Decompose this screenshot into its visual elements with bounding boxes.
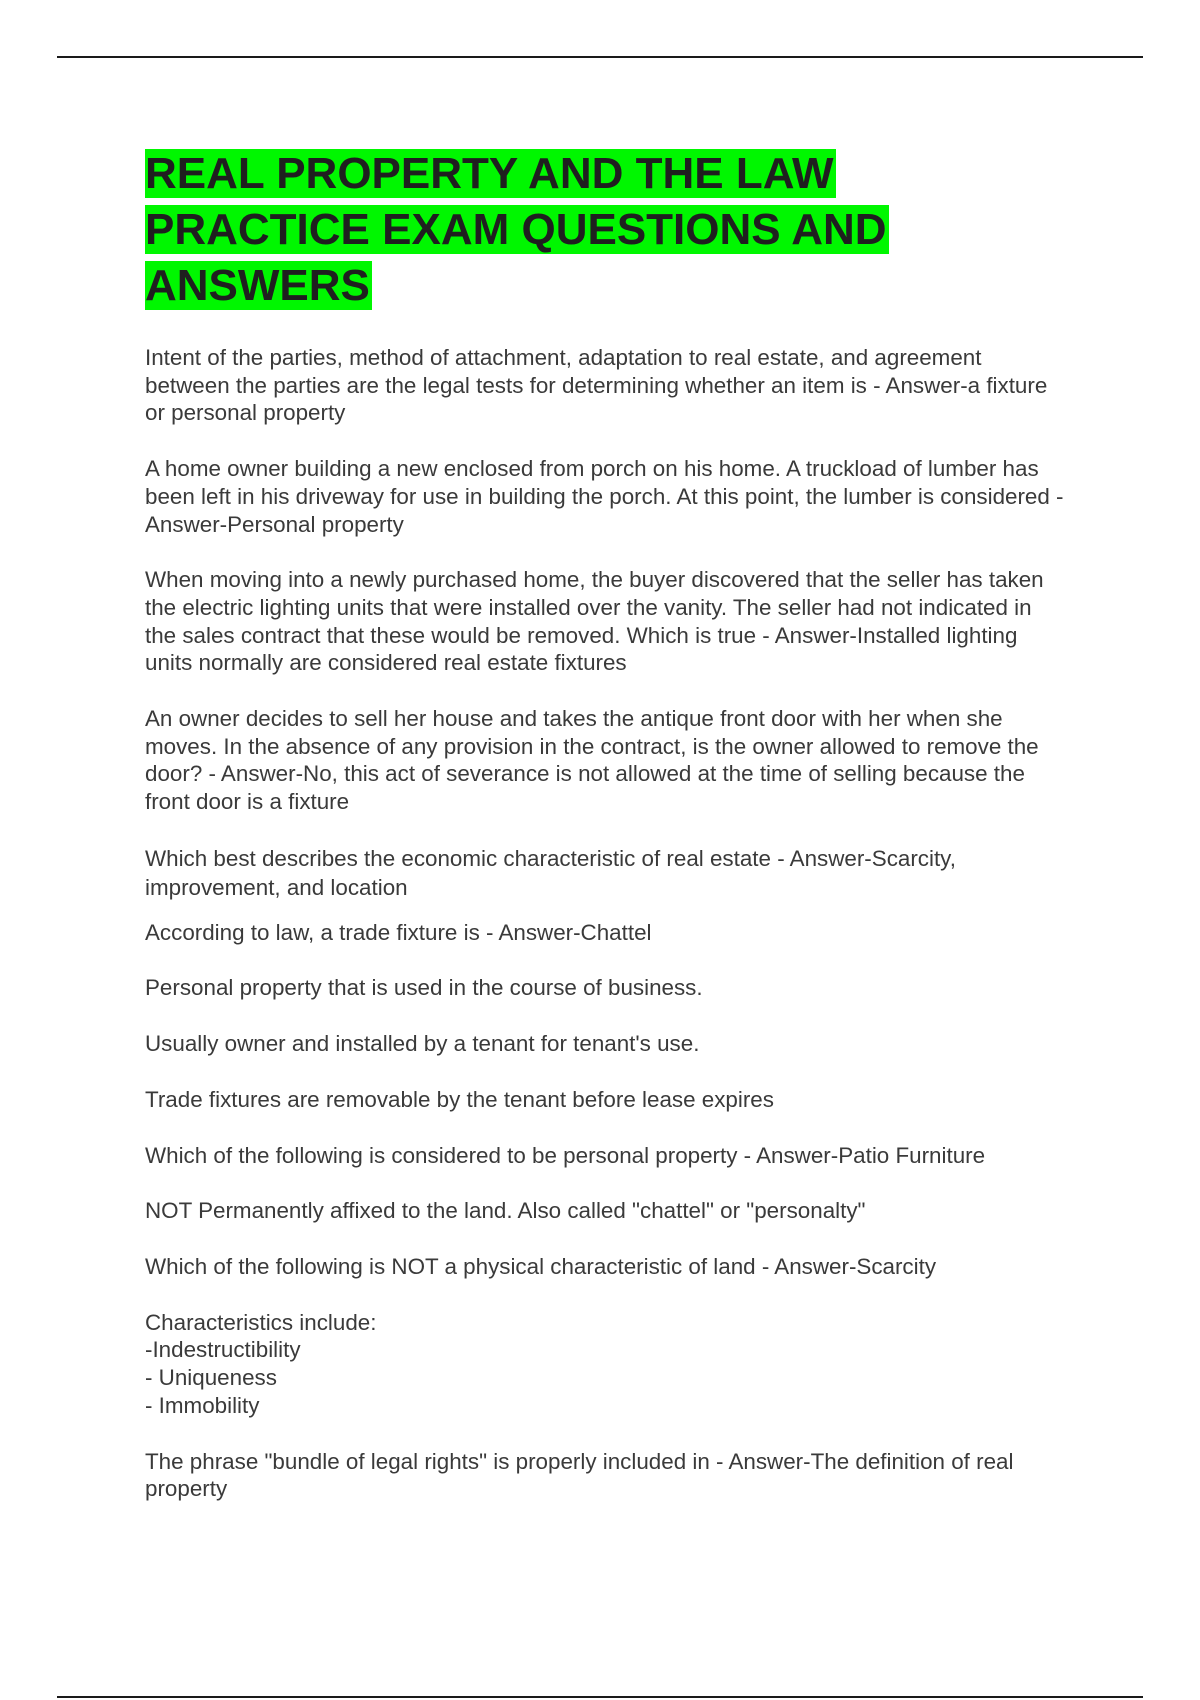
bottom-rule (57, 1696, 1143, 1698)
qa-item-3: When moving into a newly purchased home, the buyer discovered that the seller has taken the electric lighting units that were installed over the vanity. The seller had not indicated in the sales contract that these would be removed. Which is true - Answer-Installed lighting units normally are considered real estate fixtures (145, 567, 1044, 676)
qa-item-12: Which of the following is NOT a physical characteristic of land - Answer-Scarcity (145, 1254, 937, 1280)
qa-item-1: Intent of the parties, method of attachment, adaptation to real estate, and agreement between the parties are the legal tests for determining whether an item is - Answer-a fixture or personal property (145, 345, 1048, 426)
top-rule (57, 56, 1143, 58)
document-title-text: REAL PROPERTY AND THE LAW PRACTICE EXAM QUESTIONS AND ANSWERS (145, 149, 887, 310)
document-body (145, 146, 1065, 1503)
qa-item-14: The phrase "bundle of legal rights" is properly included in - Answer-The definition of real property (145, 1448, 1014, 1502)
qa-item-2: A home owner building a new enclosed from porch on his home. A truckload of lumber has been left in his driveway for use in building the porch. At this point, the lumber is considered - Answer-Personal property (145, 456, 1064, 537)
qa-item-8: Usually owner and installed by a tenant for tenant's use. (145, 1031, 700, 1057)
qa-item-9: Trade fixtures are removable by the tenant before lease expires (145, 1086, 774, 1112)
qa-item-11: NOT Permanently affixed to the land. Also called "chattel" or "personalty" (145, 1198, 866, 1224)
qa-item-13: Characteristics include: -Indestructibility - Uniqueness - Immobility (145, 1309, 377, 1418)
qa-item-7: Personal property that is used in the course of business. (145, 974, 703, 1000)
document-title (145, 146, 1065, 314)
qa-item-5: Which best describes the economic characteristic of real estate - Answer-Scarcity, improvement, and location (145, 845, 956, 900)
qa-item-4: An owner decides to sell her house and takes the antique front door with her when she moves. In the absence of any provision in the contract, is the owner allowed to remove the door? - Answer-No, this act of severance is not allowed at the time of selling because the front door is a fixture (145, 706, 1039, 815)
qa-item-10: Which of the following is considered to be personal property - Answer-Patio Furniture (145, 1142, 986, 1168)
qa-item-6: According to law, a trade fixture is - Answer-Chattel (145, 919, 652, 945)
